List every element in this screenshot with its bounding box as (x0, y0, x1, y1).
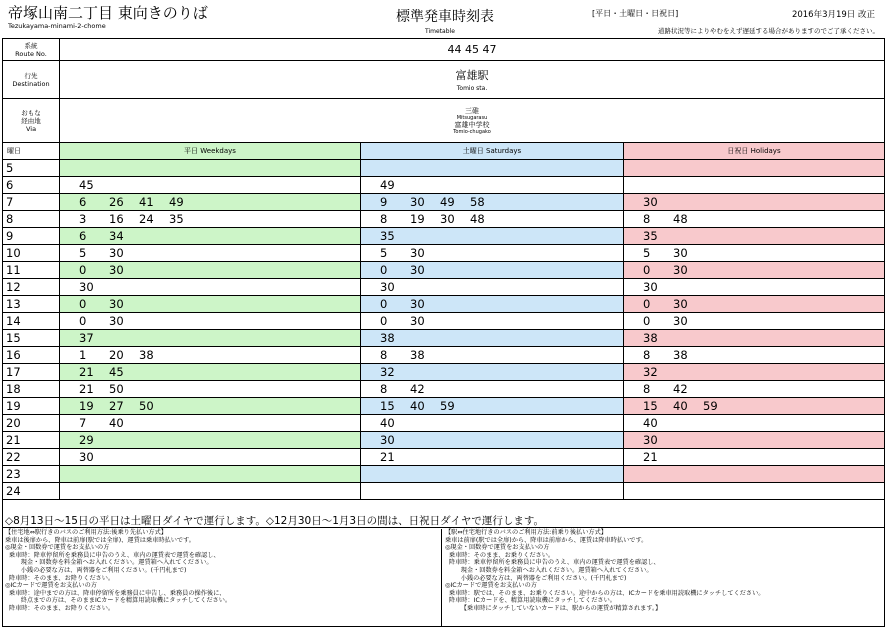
departure-minute: 41 (139, 195, 154, 209)
departure-minute: 40 (109, 416, 124, 430)
hour-label: 18 (3, 381, 60, 397)
timetable-frame (2, 38, 885, 627)
departure-minute: 45 (109, 365, 124, 379)
departure-minute: 38 (410, 348, 425, 362)
departure-minute: 30 (380, 280, 395, 294)
via-stop-2-english: Tomio-chugako (453, 128, 491, 135)
hour-label: 8 (3, 211, 60, 227)
payment-info-outbound (5, 529, 441, 613)
hour-row (3, 347, 884, 364)
saturday-cell (361, 313, 624, 329)
hour-label: 7 (3, 194, 60, 210)
hour-row (3, 415, 884, 432)
route-label: 系統 (24, 41, 38, 50)
departure-minute: 21 (643, 450, 658, 464)
payment-line: 乗車時：そのまま、お乗りください。 (445, 551, 555, 559)
saturday-cell (361, 228, 624, 244)
timetable-title: 標準発車時刻表 (396, 9, 494, 25)
weekday-cell (60, 347, 361, 363)
holiday-cell (624, 177, 884, 193)
departure-minute: 8 (643, 348, 651, 362)
route-row (3, 39, 884, 61)
holiday-cell (624, 432, 884, 448)
holiday-header: 日祝日 Holidays (624, 143, 884, 159)
holiday-cell (624, 415, 884, 431)
weekday-cell (60, 364, 361, 380)
payment-line: ◎現金・回数券で運賃をお支払いの方 (445, 544, 550, 552)
weekday-cell (60, 449, 361, 465)
saturday-cell (361, 364, 624, 380)
hour-row (3, 432, 884, 449)
departure-minute: 30 (410, 297, 425, 311)
hour-label: 10 (3, 245, 60, 261)
saturday-cell (361, 398, 624, 414)
payment-line: 乗車は後扉から、降車は前扉(駅では全扉)、運賃は乗車時払いです。 (5, 536, 195, 544)
holiday-cell (624, 483, 884, 499)
departure-minute: 48 (673, 212, 688, 226)
saturday-cell (361, 415, 624, 431)
saturday-cell (361, 160, 624, 176)
saturday-cell (361, 330, 624, 346)
calendar-note: ◇8月13日～15日の平日は土曜日ダイヤで運行します。◇12月30日～1月3日の間は、日祝日ダイヤで運行します。 (3, 515, 884, 528)
departure-minute: 49 (440, 195, 455, 209)
hour-row (3, 262, 884, 279)
departure-minute: 27 (109, 399, 124, 413)
departure-minute: 35 (169, 212, 184, 226)
weekday-cell (60, 432, 361, 448)
route-label-cell (3, 39, 60, 60)
holiday-cell (624, 330, 884, 346)
stop-name: 帝塚山南二丁目 東向きのりば (8, 4, 208, 22)
holiday-cell (624, 466, 884, 482)
via-stop-2: 富雄中学校 (454, 120, 490, 129)
saturday-cell (361, 279, 624, 295)
departure-minute: 50 (139, 399, 154, 413)
departure-minute: 8 (380, 212, 388, 226)
departure-minute: 38 (673, 348, 688, 362)
departure-minute: 30 (673, 246, 688, 260)
departure-minute: 0 (79, 263, 87, 277)
via-label-english: Via (25, 124, 37, 133)
saturday-cell (361, 347, 624, 363)
saturday-cell (361, 194, 624, 210)
departure-minute: 29 (79, 433, 94, 447)
departure-minute: 3 (79, 212, 87, 226)
holiday-cell (624, 160, 884, 176)
departure-minute: 38 (643, 331, 658, 345)
weekday-cell (60, 262, 361, 278)
hour-label: 24 (3, 483, 60, 499)
hour-label: 14 (3, 313, 60, 329)
hour-label: 20 (3, 415, 60, 431)
weekday-cell (60, 296, 361, 312)
hour-label: 13 (3, 296, 60, 312)
departure-minute: 59 (440, 399, 455, 413)
departure-minute: 40 (410, 399, 425, 413)
hour-label: 16 (3, 347, 60, 363)
payment-line: ◎ICカードで運賃をお支払いの方 (5, 582, 97, 590)
departure-minute: 30 (643, 195, 658, 209)
departure-minute: 6 (79, 195, 87, 209)
departure-minute: 5 (643, 246, 651, 260)
via-label: おもな経由地 (21, 108, 41, 125)
payment-line: ◎ICカードで運賃をお支払いの方 (445, 582, 537, 590)
departure-minute: 30 (109, 263, 124, 277)
weekday-header: 平日 Weekdays (60, 143, 361, 159)
payment-line: 降車時：乗車停留所を乗務員に申告のうえ、車内の運賃表で運賃を確認し、 (445, 559, 660, 567)
saturday-cell (361, 483, 624, 499)
hour-row (3, 194, 884, 211)
departure-minute: 58 (470, 195, 485, 209)
departure-minute: 8 (380, 348, 388, 362)
holiday-cell (624, 313, 884, 329)
departure-minute: 20 (109, 348, 124, 362)
payment-line: 小銭の必要な方は、両替器をご利用ください。(千円札まで) (445, 574, 627, 582)
destination-label: 行先 (24, 71, 38, 80)
departure-minute: 30 (380, 433, 395, 447)
departure-minute: 48 (470, 212, 485, 226)
weekday-cell (60, 330, 361, 346)
departure-minute: 49 (169, 195, 184, 209)
departure-minute: 30 (109, 314, 124, 328)
departure-minute: 34 (109, 229, 124, 243)
hour-row (3, 177, 884, 194)
weekday-cell (60, 228, 361, 244)
weekday-cell (60, 279, 361, 295)
hour-label: 17 (3, 364, 60, 380)
departure-minute: 32 (380, 365, 395, 379)
payment-line: ◎現金・回数券で運賃をお支払いの方 (5, 544, 110, 552)
departure-minute: 32 (643, 365, 658, 379)
departure-minute: 35 (380, 229, 395, 243)
departure-minute: 30 (109, 246, 124, 260)
payment-line: 降車時：そのまま、お降りください。 (5, 604, 115, 612)
holiday-cell (624, 347, 884, 363)
saturday-cell (361, 262, 624, 278)
weekday-cell (60, 415, 361, 431)
departure-minute: 0 (643, 314, 651, 328)
departure-minute: 0 (380, 297, 388, 311)
holiday-cell (624, 262, 884, 278)
hour-label: 12 (3, 279, 60, 295)
departure-minute: 21 (79, 365, 94, 379)
payment-line: 乗車時：途中までの方は、降車停留所を乗務員に申告し、乗務員の操作後に、 (5, 589, 226, 597)
hour-label: 5 (3, 160, 60, 176)
revision-date: 2016年3月19日 改正 (791, 10, 875, 20)
departure-minute: 30 (410, 314, 425, 328)
saturday-cell (361, 449, 624, 465)
hour-label: 6 (3, 177, 60, 193)
departure-minute: 35 (643, 229, 658, 243)
hour-row (3, 381, 884, 398)
payment-line: 乗車は前扉(駅では全扉)から、降車は前扉から、運賃は降車時払いです。 (445, 536, 648, 544)
destination-value-cell (60, 61, 884, 98)
payment-line: 乗車時：駅では、そのまま、お乗りください。途中からの方は、ICカードを乗車用読取機にタッチしてください。 (445, 589, 765, 597)
payment-line: 降車時：ICカードを、精算用読取機にタッチしてください。 (445, 597, 616, 605)
payment-line: 【乗車時にタッチしていないカードは、駅からの運賃が精算されます。】 (445, 604, 662, 612)
payment-line: 【住宅地⇔駅行きのバスのご利用方法:後乗り先払い方式】 (5, 529, 167, 536)
saturday-header: 土曜日 Saturdays (361, 143, 624, 159)
holiday-cell (624, 364, 884, 380)
hour-row (3, 228, 884, 245)
departure-minute: 40 (643, 416, 658, 430)
holiday-cell (624, 194, 884, 210)
weekday-cell (60, 245, 361, 261)
payment-divider (441, 529, 442, 627)
departure-minute: 38 (139, 348, 154, 362)
hour-label: 23 (3, 466, 60, 482)
departure-minute: 5 (380, 246, 388, 260)
departure-minute: 24 (139, 212, 154, 226)
departure-minute: 30 (410, 195, 425, 209)
hour-row (3, 211, 884, 228)
route-value-cell (60, 39, 884, 60)
hour-row (3, 313, 884, 330)
hour-row (3, 330, 884, 347)
departure-minute: 30 (673, 314, 688, 328)
departure-minute: 19 (79, 399, 94, 413)
payment-line: 現金・回数券を料金箱へお入れください。運賃箱へ入れてください。 (445, 566, 653, 574)
weekday-cell (60, 313, 361, 329)
departure-minute: 30 (79, 280, 94, 294)
departure-minute: 42 (673, 382, 688, 396)
departure-minute: 16 (109, 212, 124, 226)
stop-name-english: Tezukayama-minami-2-chome (8, 22, 106, 30)
via-label-cell (3, 99, 60, 142)
departure-minute: 30 (673, 263, 688, 277)
holiday-cell (624, 296, 884, 312)
hour-row (3, 245, 884, 262)
holiday-cell (624, 245, 884, 261)
departure-minute: 50 (109, 382, 124, 396)
weekday-cell (60, 211, 361, 227)
timetable-title-english: Timetable (425, 28, 455, 35)
departure-minute: 6 (79, 229, 87, 243)
payment-info-inbound (445, 529, 885, 613)
departure-minute: 30 (79, 450, 94, 464)
delay-warning: 道路状況等によりやむをえず遅延する場合がありますのでご了承ください。 (658, 27, 879, 35)
hour-row (3, 398, 884, 415)
departure-minute: 21 (380, 450, 395, 464)
departure-minute: 21 (79, 382, 94, 396)
weekday-cell (60, 177, 361, 193)
hour-header: 曜日 (3, 143, 60, 159)
hour-row (3, 160, 884, 177)
payment-line: 【駅⇔住宅地行きのバスのご利用方法:前乗り後払い方式】 (445, 529, 607, 536)
weekday-cell (60, 398, 361, 414)
departure-minute: 40 (380, 416, 395, 430)
weekday-cell (60, 194, 361, 210)
payment-line: 終点までの方は、そのままICカードを精算用読取機にタッチしてください。 (5, 597, 232, 605)
departure-minute: 30 (673, 297, 688, 311)
departure-minute: 30 (410, 246, 425, 260)
via-stop-1: 三碓 (465, 106, 479, 115)
hour-label: 21 (3, 432, 60, 448)
departure-minute: 30 (410, 263, 425, 277)
hour-row (3, 296, 884, 313)
departure-minute: 0 (643, 263, 651, 277)
hour-row (3, 279, 884, 296)
route-numbers: 44 45 47 (447, 43, 497, 56)
holiday-cell (624, 279, 884, 295)
hour-label: 9 (3, 228, 60, 244)
hour-label: 11 (3, 262, 60, 278)
saturday-cell (361, 381, 624, 397)
departure-minute: 8 (643, 212, 651, 226)
via-value-cell (60, 99, 884, 142)
hour-label: 15 (3, 330, 60, 346)
payment-line: 現金・回数券を料金箱へお入れください。運賃箱へ入れてください。 (5, 559, 213, 567)
departure-minute: 7 (79, 416, 87, 430)
hour-row (3, 483, 884, 500)
holiday-cell (624, 449, 884, 465)
payment-line: 小銭の必要な方は、両替器をご利用ください。(千円札まで) (5, 566, 187, 574)
departure-minute: 0 (643, 297, 651, 311)
hour-row (3, 466, 884, 483)
departure-minute: 40 (673, 399, 688, 413)
departure-minute: 30 (643, 433, 658, 447)
departure-minute: 30 (109, 297, 124, 311)
departure-minute: 8 (643, 382, 651, 396)
departure-minute: 30 (643, 280, 658, 294)
departure-minute: 0 (380, 263, 388, 277)
route-label-english: Route No. (15, 49, 47, 58)
hour-label: 22 (3, 449, 60, 465)
departure-minute: 15 (643, 399, 658, 413)
hour-label: 19 (3, 398, 60, 414)
holiday-cell (624, 228, 884, 244)
weekday-cell (60, 483, 361, 499)
departure-minute: 9 (380, 195, 388, 209)
destination-name: 富雄駅 (455, 69, 489, 82)
departure-minute: 0 (79, 297, 87, 311)
departure-minute: 1 (79, 348, 87, 362)
holiday-cell (624, 398, 884, 414)
saturday-cell (361, 432, 624, 448)
hour-row (3, 364, 884, 381)
payment-line: 降車時：そのまま、お降りください。 (5, 574, 115, 582)
departure-minute: 0 (380, 314, 388, 328)
destination-name-english: Tomio sta. (456, 85, 488, 92)
saturday-cell (361, 296, 624, 312)
holiday-cell (624, 381, 884, 397)
departure-minute: 38 (380, 331, 395, 345)
saturday-cell (361, 245, 624, 261)
day-types-label: [平日・土曜日・日祝日] (592, 9, 679, 18)
via-stop-1-english: Mitsugarasu (456, 114, 488, 121)
departure-minute: 0 (79, 314, 87, 328)
departure-minute: 49 (380, 178, 395, 192)
weekday-cell (60, 381, 361, 397)
departure-minute: 59 (703, 399, 718, 413)
departure-minute: 8 (380, 382, 388, 396)
payment-line: 乗車時：降車停留所を乗務員に申告のうえ、車内の運賃表で運賃を確認し、 (5, 551, 220, 559)
departure-minute: 15 (380, 399, 395, 413)
departure-minute: 5 (79, 246, 87, 260)
destination-label-cell (3, 61, 60, 98)
departure-minute: 26 (109, 195, 124, 209)
saturday-cell (361, 211, 624, 227)
destination-row (3, 61, 884, 99)
departure-minute: 45 (79, 178, 94, 192)
weekday-cell (60, 466, 361, 482)
departure-minute: 19 (410, 212, 425, 226)
weekday-cell (60, 160, 361, 176)
saturday-cell (361, 466, 624, 482)
departure-minute: 42 (410, 382, 425, 396)
destination-label-english: Destination (12, 79, 50, 88)
departure-minute: 30 (440, 212, 455, 226)
via-row (3, 99, 884, 143)
departure-minute: 37 (79, 331, 94, 345)
saturday-cell (361, 177, 624, 193)
holiday-cell (624, 211, 884, 227)
column-header-row (3, 143, 884, 160)
hour-row (3, 449, 884, 466)
